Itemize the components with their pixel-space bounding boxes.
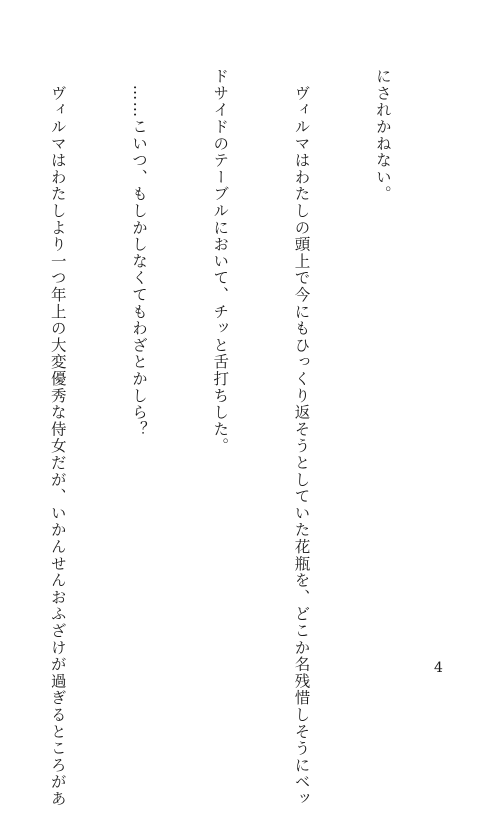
page-number: 4 bbox=[434, 660, 443, 676]
text-line-2: ヴィルマはわたしの頭上で今にもひっくり返そうとしていた花瓶を、どこか名残惜しそうにベッ bbox=[292, 68, 311, 808]
text-line-4: ……こいつ、もしかしなくてもわざとかしら？ bbox=[129, 68, 148, 438]
vertical-text-body bbox=[0, 68, 450, 808]
text-line-3: ドサイドのテーブルにおいて、チッと舌打ちした。 bbox=[211, 68, 230, 455]
text-line-5: ヴィルマはわたしより一つ年上の大変優秀な侍女だが、いかんせんおふざけが過ぎるところがあ bbox=[48, 68, 67, 808]
text-line-1: にされかねない。 bbox=[373, 68, 392, 203]
